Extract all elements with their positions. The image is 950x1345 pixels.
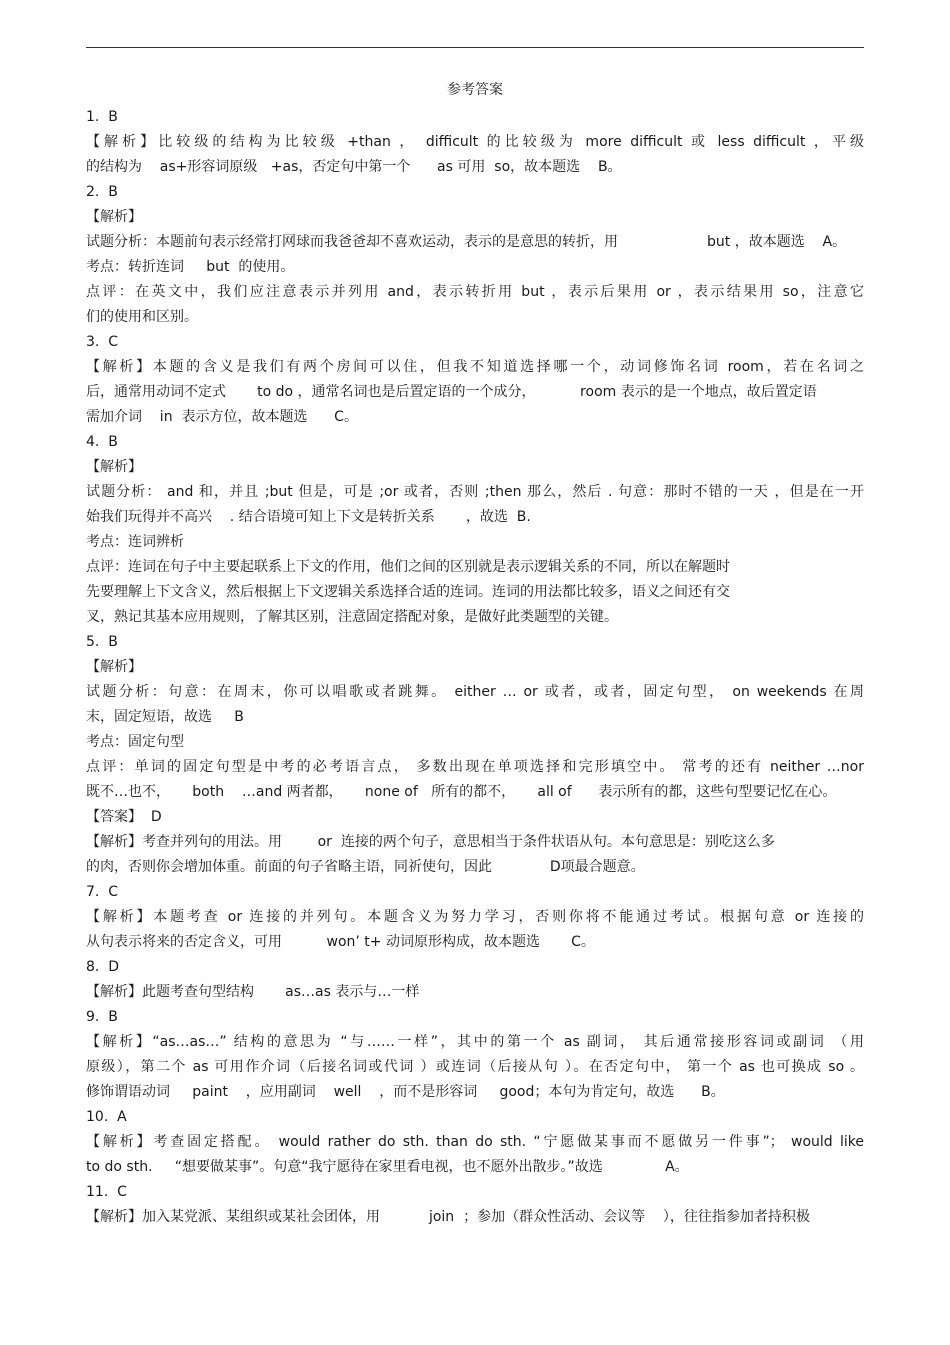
text-line: 7. C — [86, 884, 119, 900]
text-line: 试题分析： and 和，并且 ;but 但是，可是 ;or 或者，否则 ;then 那么，然后 . 句意：那时不错的一天 ，但是在一开 — [86, 484, 864, 500]
text-line: 从句表示将来的否定含义，可用 won’ t+ 动词原形构成，故本题选 C。 — [86, 934, 595, 950]
top-rule — [86, 47, 864, 48]
text-line: 【答案】 D — [86, 809, 162, 825]
text-line: 【解析】 — [86, 459, 142, 475]
text-line: 点评：单词的固定句型是中考的必考语言点， 多数出现在单项选择和完形填空中。 常考的还有 neither …nor — [86, 759, 864, 775]
text-line: 末，固定短语，故选 B — [86, 709, 244, 725]
text-line: 【解析】“as…as…” 结构的意思为 “与……一样”，其中的第一个 as 副词， 其后通常接形容词或副词 （用 — [86, 1034, 864, 1050]
text-line: 5. B — [86, 634, 118, 650]
text-line: 【解析】本题考查 or 连接的并列句。本题含义为努力学习，否则你将不能通过考试。根据句意 or 连接的 — [86, 909, 864, 925]
text-line: 【解析】 — [86, 209, 142, 225]
text-line: 4. B — [86, 434, 118, 450]
text-line: 【解析】比较级的结构为比较级 +than ， difficult 的比较级为 more difficult 或 less difficult ，平级 — [86, 134, 864, 150]
text-line: 点评：在英文中，我们应注意表示并列用 and，表示转折用 but ，表示后果用 or ，表示结果用 so，注意它 — [86, 284, 864, 300]
text-line: 修饰谓语动词 paint ，应用副词 well ，而不是形容词 good；本句为肯定句，故选 B。 — [86, 1084, 725, 1100]
text-line: 【解析】本题的含义是我们有两个房间可以住，但我不知道选择哪一个，动词修饰名词 room，若在名词之 — [86, 359, 864, 375]
text-line: 先要理解上下文含义，然后根据上下文逻辑关系选择合适的连词。连词的用法都比较多，语义之间还有交 — [86, 584, 730, 600]
text-line: 试题分析：句意：在周末，你可以唱歌或者跳舞。 either … or 或者，或者，固定句型， on weekends 在周 — [86, 684, 864, 700]
text-line: 的肉，否则你会增加体重。前面的句子省略主语，同祈使句，因此 D项最合题意。 — [86, 859, 645, 875]
text-line: 8. D — [86, 959, 120, 975]
text-line: 原级），第二个 as 可用作介词（后接名词或代词 ）或连词（后接从句 ）。在否定句中， 第一个 as 也可换成 so 。 — [86, 1059, 864, 1075]
text-line: 后，通常用动词不定式 to do ，通常名词也是后置定语的一个成分， room 表示的是一个地点，故后置定语 — [86, 384, 817, 400]
document-title: 参考答案 — [447, 82, 503, 98]
text-line: 叉，熟记其基本应用规则，了解其区别，注意固定搭配对象，是做好此类题型的关键。 — [86, 609, 618, 625]
text-line: 点评：连词在句子中主要起联系上下文的作用，他们之间的区别就是表示逻辑关系的不同，所以在解题时 — [86, 559, 730, 575]
text-line: 10. A — [86, 1109, 127, 1125]
text-line: 【解析】考查固定搭配。 would rather do sth. than do sth. “宁愿做某事而不愿做另一件事”； would like — [86, 1134, 864, 1150]
text-line: 们的使用和区别。 — [86, 309, 198, 325]
text-line: 9. B — [86, 1009, 118, 1025]
answer-body — [86, 105, 864, 1230]
text-line: 【解析】此题考查句型结构 as…as 表示与…一样 — [86, 984, 420, 1000]
text-line: 试题分析：本题前句表示经常打网球而我爸爸却不喜欢运动，表示的是意思的转折，用 but ，故本题选 A。 — [86, 234, 847, 250]
text-line: 需加介词 in 表示方位，故本题选 C。 — [86, 409, 358, 425]
text-line: 11. C — [86, 1184, 127, 1200]
text-line: 考点：固定句型 — [86, 734, 184, 750]
text-line: 始我们玩得并不高兴 . 结合语境可知上下文是转折关系 ，故选 B. — [86, 509, 531, 525]
text-line: 考点：转折连词 but 的使用。 — [86, 259, 295, 275]
text-line: to do sth. “想要做某事”。句意“我宁愿待在家里看电视，也不愿外出散步。”故选 A。 — [86, 1159, 689, 1175]
text-line: 1. B — [86, 109, 118, 125]
text-line: 3. C — [86, 334, 119, 350]
text-line: 【解析】 — [86, 659, 142, 675]
text-line: 【解析】考查并列句的用法。用 or 连接的两个句子，意思相当于条件状语从句。本句意思是：别吃这么多 — [86, 834, 775, 850]
text-line: 既不…也不， both …and 两者都， none of 所有的都不， all of 表示所有的都，这些句型要记忆在心。 — [86, 784, 837, 800]
text-line: 的结构为 as+形容词原级 +as，否定句中第一个 as 可用 so，故本题选 B。 — [86, 159, 622, 175]
text-line: 【解析】加入某党派、某组织或某社会团体，用 join ；参加（群众性活动、会议等 ），往往指参加者持积极 — [86, 1209, 810, 1225]
text-line: 考点：连词辨析 — [86, 534, 184, 550]
text-line: 2. B — [86, 184, 118, 200]
